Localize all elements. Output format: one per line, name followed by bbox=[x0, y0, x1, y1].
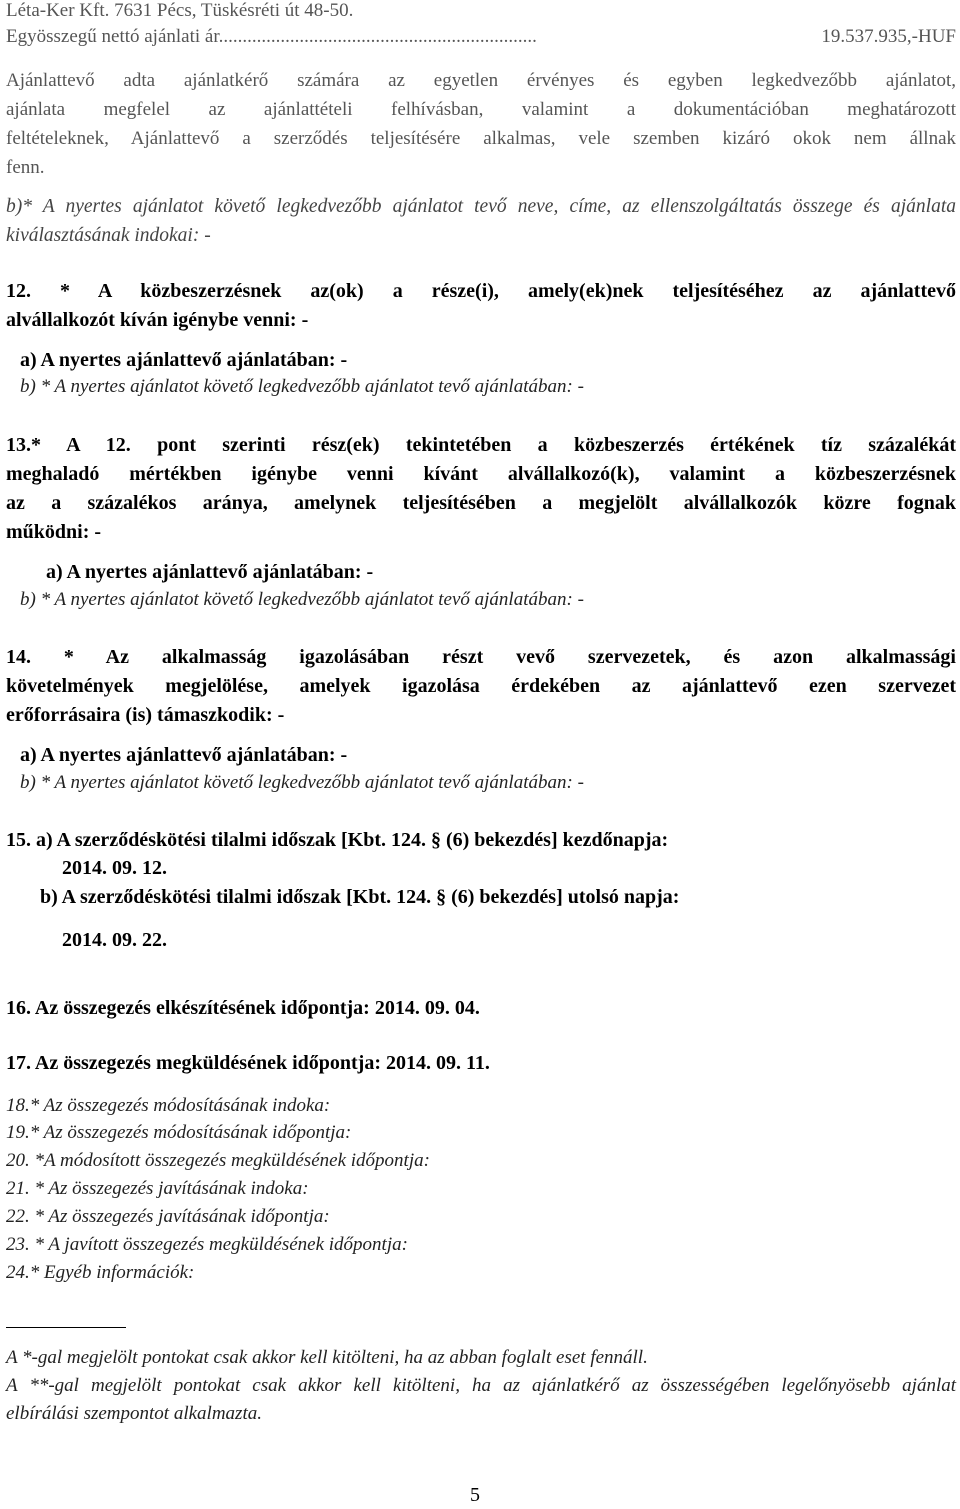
optional-item: 22. * Az összegezés javításának időpontja: bbox=[6, 1206, 330, 1227]
footnote: A *-gal megjelölt pontokat csak akkor kell kitölteni, ha az abban foglalt eset fennáll. bbox=[6, 1347, 648, 1368]
optional-item: 19.* Az összegezés módosításának időpontja: bbox=[6, 1122, 352, 1143]
item-13-heading: működni: - bbox=[6, 521, 102, 543]
optional-item: 23. * A javított összegezés megküldésének időpontja: bbox=[6, 1234, 408, 1255]
item-13-a: a) A nyertes ajánlattevő ajánlatában: - bbox=[46, 561, 374, 583]
price-line bbox=[6, 26, 956, 48]
price-leader: ................................................................... bbox=[218, 26, 537, 47]
optional-item: 24.* Egyéb információk: bbox=[6, 1262, 195, 1283]
item-11b-line: kiválasztásának indokai: - bbox=[6, 225, 211, 246]
winner-paragraph-line: fenn. bbox=[6, 157, 45, 178]
optional-item: 21. * Az összegezés javításának indoka: bbox=[6, 1178, 309, 1199]
item-14-heading: erőforrásaira (is) támaszkodik: - bbox=[6, 704, 285, 726]
optional-item: 20. *A módosított összegezés megküldésének időpontja: bbox=[6, 1150, 430, 1171]
page-number: 5 bbox=[470, 1484, 480, 1506]
winner-paragraph-line: feltételeknek, Ajánlattevő a szerződés teljesítésére alkalmas, vele szemben kizáró okok nem állnak bbox=[6, 128, 956, 149]
item-14-b: b) * A nyertes ajánlatot követő legkedvezőbb ajánlatot tevő ajánlatában: - bbox=[20, 772, 584, 793]
price-value: 19.537.935,-HUF bbox=[821, 26, 956, 47]
item-14-heading: követelmények megjelölése, amelyek igazolása érdekében az ajánlattevő ezen szervezet bbox=[6, 675, 956, 697]
item-15-a-date: 2014. 09. 12. bbox=[62, 857, 167, 879]
price-label: Egyösszegű nettó ajánlati ár bbox=[6, 26, 219, 47]
winner-paragraph-line: ajánlata megfelel az ajánlattételi felhívásban, valamint a dokumentációban meghatározott bbox=[6, 99, 956, 120]
item-15-b-label: b) A szerződéskötési tilalmi időszak [Kbt. 124. § (6) bekezdés] utolsó napja: bbox=[40, 886, 680, 908]
item-12-heading: 12. * A közbeszerzésnek az(ok) a része(i), amely(ek)nek teljesítéséhez az ajánlattevő bbox=[6, 280, 956, 302]
item-15-a-label: 15. a) A szerződéskötési tilalmi időszak [Kbt. 124. § (6) bekezdés] kezdőnapja: bbox=[6, 829, 669, 851]
item-14-a: a) A nyertes ajánlattevő ajánlatában: - bbox=[20, 744, 348, 766]
winner-paragraph-line: Ajánlattevő adta ajánlatkérő számára az egyetlen érvényes és egyben legkedvezőbb ajánlatot, bbox=[6, 70, 956, 91]
item-13-b: b) * A nyertes ajánlatot követő legkedvezőbb ajánlatot tevő ajánlatában: - bbox=[20, 589, 584, 610]
item-17: 17. Az összegezés megküldésének időpontja: 2014. 09. 11. bbox=[6, 1052, 490, 1074]
item-12-a: a) A nyertes ajánlattevő ajánlatában: - bbox=[20, 349, 348, 371]
item-13-heading: meghaladó mértékben igénybe venni kívánt alvállalkozó(k), valamint a közbeszerzésnek bbox=[6, 463, 956, 485]
item-11b-line: b)* A nyertes ajánlatot követő legkedvezőbb ajánlatot tevő neve, címe, az ellenszolgáltatás összege és ajánlata bbox=[6, 196, 956, 217]
item-13-heading: az a százalékos aránya, amelynek teljesítésében a megjelölt alvállalkozók közre fognak bbox=[6, 492, 956, 514]
footnote: A **-gal megjelölt pontokat csak akkor kell kitölteni, ha az ajánlatkérő az összességében legelőnyösebb ajánlat bbox=[6, 1375, 956, 1396]
item-15-b-date: 2014. 09. 22. bbox=[62, 929, 167, 951]
footnote: elbírálási szempontot alkalmazta. bbox=[6, 1403, 262, 1424]
item-12-b: b) * A nyertes ajánlatot követő legkedvezőbb ajánlatot tevő ajánlatában: - bbox=[20, 376, 584, 397]
bidder-address: Léta-Ker Kft. 7631 Pécs, Tüskésréti út 48-50. bbox=[6, 0, 354, 21]
item-16: 16. Az összegezés elkészítésének időpontja: 2014. 09. 04. bbox=[6, 997, 480, 1019]
item-13-heading: 13.* A 12. pont szerinti rész(ek) tekintetében a közbeszerzés értékének tíz százalékát bbox=[6, 434, 956, 456]
optional-item: 18.* Az összegezés módosításának indoka: bbox=[6, 1095, 331, 1116]
footnote-separator bbox=[6, 1327, 126, 1328]
item-14-heading: 14. * Az alkalmasság igazolásában részt vevő szervezetek, és azon alkalmassági bbox=[6, 646, 956, 668]
item-12-heading: alvállalkozót kíván igénybe venni: - bbox=[6, 309, 309, 331]
